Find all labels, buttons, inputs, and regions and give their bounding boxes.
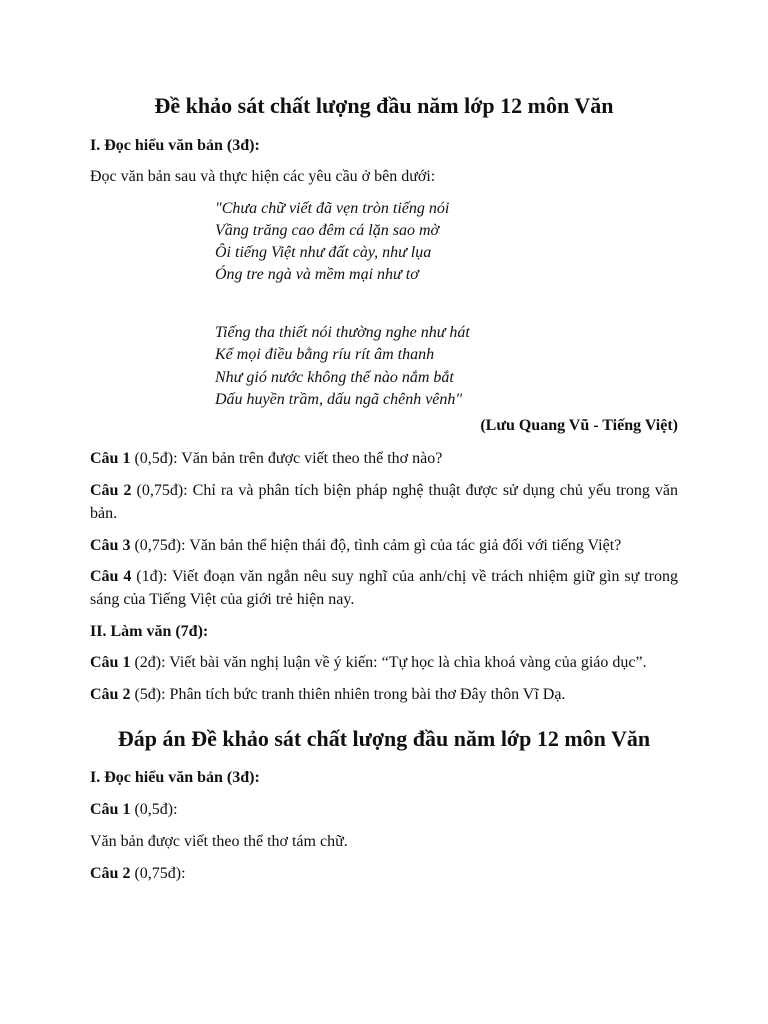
poem-line: Kể mọi điều bằng ríu rít âm thanh xyxy=(215,346,435,364)
answer-question-2 xyxy=(90,863,678,886)
section-heading-writing: II. Làm văn (7đ): xyxy=(90,622,209,640)
answer-title: Đáp án Đề khảo sát chất lượng đầu năm lớp 12 môn Văn xyxy=(117,725,651,751)
answer-question-1 xyxy=(90,799,678,822)
question-label: Câu 1 xyxy=(90,654,131,672)
question-text: (2đ): Viết bài văn nghị luận về ý kiến: “Tự học là chìa khoá vàng của giáo dục”. xyxy=(130,654,647,672)
poem-line: Óng tre ngà và mềm mại như tơ xyxy=(215,266,419,284)
poem-line: Tiếng tha thiết nói thường nghe như hát xyxy=(215,324,470,342)
poem-line: "Chưa chữ viết đã vẹn tròn tiếng nói xyxy=(215,200,450,218)
page-title: Đề khảo sát chất lượng đầu năm lớp 12 môn Văn xyxy=(154,93,614,118)
section-heading-reading: I. Đọc hiểu văn bản (3đ): xyxy=(90,136,260,154)
question-label: Câu 3 xyxy=(90,536,131,554)
reading-intro: Đọc văn bản sau và thực hiện các yêu cầu ở bên dưới: xyxy=(90,168,436,186)
question-label: Câu 2 xyxy=(90,864,131,882)
poem-stanza-2 xyxy=(215,322,678,410)
question-text: (0,75đ): Chỉ ra và phân tích biện pháp nghệ thuật được sử dụng chủ yếu trong văn bản. xyxy=(90,482,679,522)
writing-question-1 xyxy=(90,652,678,675)
question-1 xyxy=(90,448,678,471)
answer-section-heading: I. Đọc hiểu văn bản (3đ): xyxy=(90,769,260,787)
poem-line: Dấu huyền trầm, dấu ngã chênh vênh" xyxy=(215,390,463,408)
poem-attribution: (Lưu Quang Vũ - Tiếng Việt) xyxy=(480,416,678,434)
question-2 xyxy=(90,480,678,525)
question-3 xyxy=(90,535,678,558)
question-text: (5đ): Phân tích bức tranh thiên nhiên trong bài thơ Đây thôn Vĩ Dạ. xyxy=(130,686,566,704)
question-points: (0,75đ): xyxy=(130,864,186,882)
poem-line: Vầng trăng cao đêm cá lặn sao mờ xyxy=(215,222,440,240)
question-label: Câu 2 xyxy=(90,482,132,500)
answer-text-1: Văn bản được viết theo thể thơ tám chữ. xyxy=(90,832,348,850)
writing-question-2 xyxy=(90,684,678,707)
question-label: Câu 2 xyxy=(90,686,131,704)
question-4 xyxy=(90,566,678,611)
question-label: Câu 1 xyxy=(90,450,131,468)
question-text: (0,75đ): Văn bản thể hiện thái độ, tình cảm gì của tác giả đối với tiếng Việt? xyxy=(130,536,622,554)
poem xyxy=(215,198,678,411)
question-points: (0,5đ): xyxy=(130,801,178,819)
question-label: Câu 4 xyxy=(90,568,132,586)
question-label: Câu 1 xyxy=(90,801,131,819)
poem-line: Ôi tiếng Việt như đất cày, như lụa xyxy=(215,244,432,262)
question-text: (0,5đ): Văn bản trên được viết theo thể thơ nào? xyxy=(130,450,443,468)
question-text: (1đ): Viết đoạn văn ngắn nêu suy nghĩ của anh/chị về trách nhiệm giữ gìn sự trong sáng của Tiếng Việt của giới trẻ hiện nay. xyxy=(90,568,679,608)
poem-stanza-1 xyxy=(215,198,678,286)
poem-line: Như gió nước không thể nào nắm bắt xyxy=(215,368,454,386)
